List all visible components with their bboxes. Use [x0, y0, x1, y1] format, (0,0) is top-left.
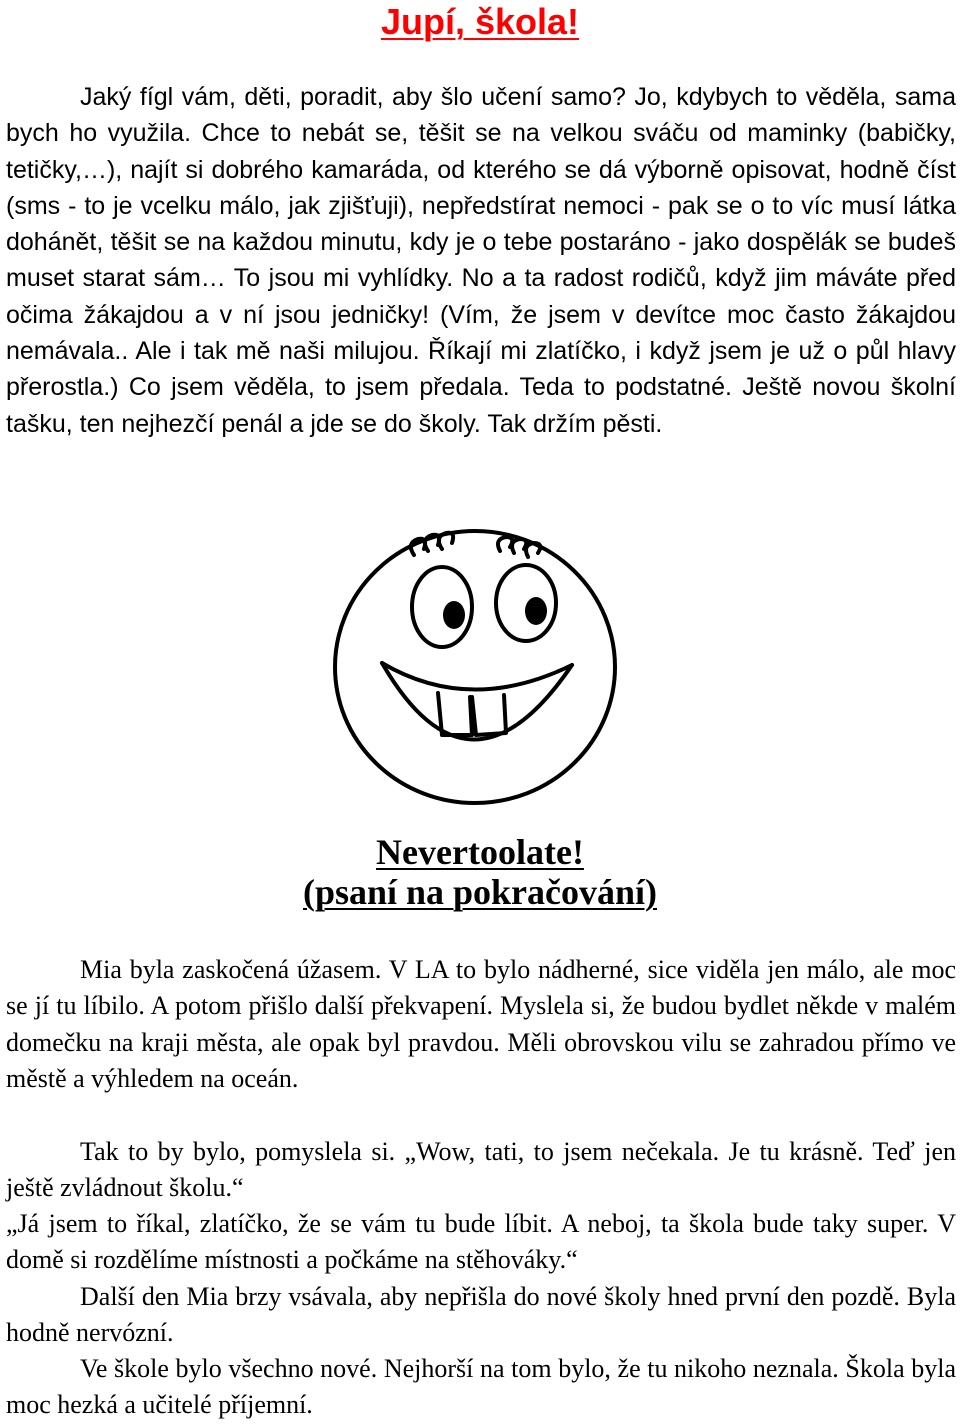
article-body: Jaký fígl vám, děti, poradit, aby šlo učení samo? Jo, kdybych to věděla, sama bych ho využila. Chce to nebát se, těšit se na velkou sváču od maminky (babičky, tetičky,…), najít si dobrého kamaráda, od kterého se dá výborně opisovat, hodně číst (sms - to je vcelku málo, jak zjišťuji), nepředstírat nemoci - pak se o to víc musí látka dohánět, těšit se na každou minutu, kdy je o tebe postaráno - jako dospělák se budeš muset starat sám… To jsou mi vyhlídky. No a ta radost rodičů, když jim máváte před očima žákajdou a v ní jsou jedničky! (Vím, že jsem v devítce moc často žákajdou nemávala.. Ale i tak mě naši milujou. Říkají mi zlatíčko, i když jsem je už o půl hlavy přerostla.) Co jsem věděla, to jsem předala. Teda to podstatné. Ještě novou školní tašku, ten nejhezčí penál a jde se do školy. Tak držím pěsti. — [6, 83, 956, 438]
story-paragraph-3: „Já jsem to říkal, zlatíčko, že se vám tu bude líbit. A neboj, ta škola bude taky super. V domě si rozdělíme místnosti a počkáme na stěhováky.“ — [6, 1209, 956, 1275]
smiley-face-drawing — [310, 515, 640, 815]
story-subtitle: (psaní na pokračování) — [302, 872, 658, 912]
story-paragraph-2: Tak to by bylo, pomyslela si. „Wow, tati, to jsem nečekala. Je tu krásně. Teď jen ještě zvládnout školu.“ — [6, 1137, 956, 1203]
story-paragraph-5: Ve škole bylo všechno nové. Nejhorší na tom bylo, že tu nikoho neznala. Škola byla moc hezká a učitelé příjemní. — [6, 1354, 956, 1420]
story-title: Nevertoolate! — [376, 832, 584, 872]
article-title: Jupí, škola! — [380, 1, 580, 42]
story-paragraph-4: Další den Mia brzy vsávala, aby nepřišla do nové školy hned první den pozdě. Byla hodně nervózní. — [6, 1282, 956, 1348]
story-paragraph-1: Mia byla zaskočená úžasem. V LA to bylo nádherné, sice viděla jen málo, ale moc se jí tu líbilo. A potom přišlo další překvapení. Myslela si, že budou bydlet někde v malém domečku na kraji města, ale opak byl pravdou. Měli obrovskou vilu se zahradou přímo ve městě a výhledem na oceán. — [6, 955, 956, 1093]
